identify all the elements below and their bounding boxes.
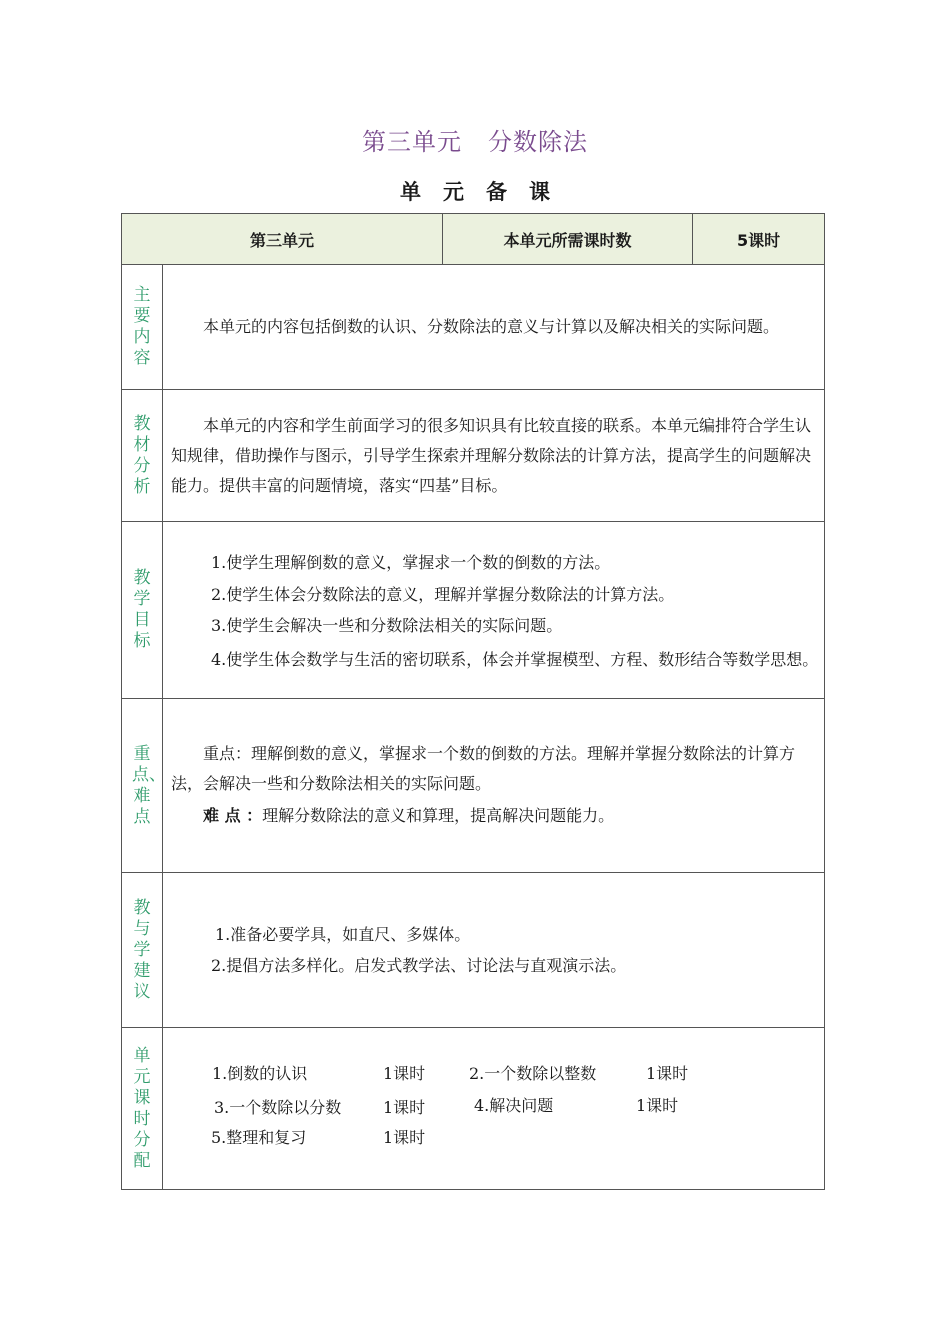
schedule-item-hours: 1课时 (636, 1095, 679, 1115)
goal-item: 4.使学生体会数学与生活的密切联系，体会并掌握模型、方程、数形结合等数学思想。 (211, 650, 819, 669)
goal-item: 3.使学生会解决一些和分数除法相关的实际问题。 (211, 616, 563, 635)
row-teaching-goals (122, 522, 825, 699)
difficulty-text: 理解分数除法的意义和算理，提高解决问题能力。 (262, 805, 615, 825)
row-suggestions (122, 873, 825, 1028)
row-schedule (122, 1028, 825, 1190)
header-hours-value: 5课时 (693, 214, 825, 265)
row-label: 教与学建议 (133, 897, 151, 1002)
schedule-list (171, 1059, 822, 1159)
row-key-points (122, 699, 825, 873)
row-label: 重点、难点 (132, 743, 166, 827)
title-unit: 第三单元 (362, 128, 462, 156)
header-hours-label: 本单元所需课时数 (443, 214, 693, 265)
document-title (0, 122, 950, 157)
schedule-item-name: 2.一个数除以整数 (469, 1063, 597, 1083)
goal-item: 1.使学生理解倒数的意义，掌握求一个数的倒数的方法。 (211, 553, 611, 572)
document-subtitle: 单元备课 (400, 180, 572, 204)
row-main-content (122, 265, 825, 390)
header-unit: 第三单元 (122, 214, 443, 265)
schedule-item-hours: 1课时 (383, 1097, 426, 1117)
schedule-item-hours: 1课时 (383, 1127, 426, 1147)
suggestion-item: 1.准备必要学具，如直尺、多媒体。 (215, 925, 471, 944)
goal-item: 2.使学生体会分数除法的意义，理解并掌握分数除法的计算方法。 (211, 585, 675, 604)
row-label: 教材分析 (133, 413, 151, 497)
row-label: 单元课时分配 (133, 1045, 151, 1171)
schedule-item-name: 4.解决问题 (474, 1095, 554, 1115)
header-row (122, 214, 825, 265)
main-content-text: 本单元的内容包括倒数的认识、分数除法的意义与计算以及解决相关的实际问题。 (203, 317, 780, 336)
schedule-item-hours: 1课时 (383, 1063, 426, 1083)
row-material-analysis (122, 390, 825, 522)
schedule-item-hours: 1课时 (646, 1063, 689, 1083)
row-label: 主要内容 (133, 285, 151, 368)
row-label: 教学目标 (133, 568, 151, 651)
schedule-item-name: 5.整理和复习 (211, 1127, 307, 1147)
schedule-item-name: 3.一个数除以分数 (214, 1097, 342, 1117)
difficulty-label: 难 点 ： (203, 805, 263, 825)
title-topic: 分数除法 (488, 128, 588, 156)
suggestion-item: 2.提倡方法多样化。启发式教学法、讨论法与直观演示法。 (211, 956, 627, 975)
schedule-item-name: 1.倒数的认识 (212, 1063, 308, 1083)
unit-plan-table (121, 213, 825, 1190)
material-analysis-text: 本单元的内容和学生前面学习的很多知识具有比较直接的联系。本单元编排符合学生认知规律，借助操作与图示，引导学生探索并理解分数除法的计算方法，提高学生的问题解决能力。提供丰富的问题情境，落实“四基”目标。 (171, 415, 812, 495)
focus-text: 重点：理解倒数的意义，掌握求一个数的倒数的方法。理解并掌握分数除法的计算方法，会解决一些和分数除法相关的实际问题。 (171, 743, 796, 793)
